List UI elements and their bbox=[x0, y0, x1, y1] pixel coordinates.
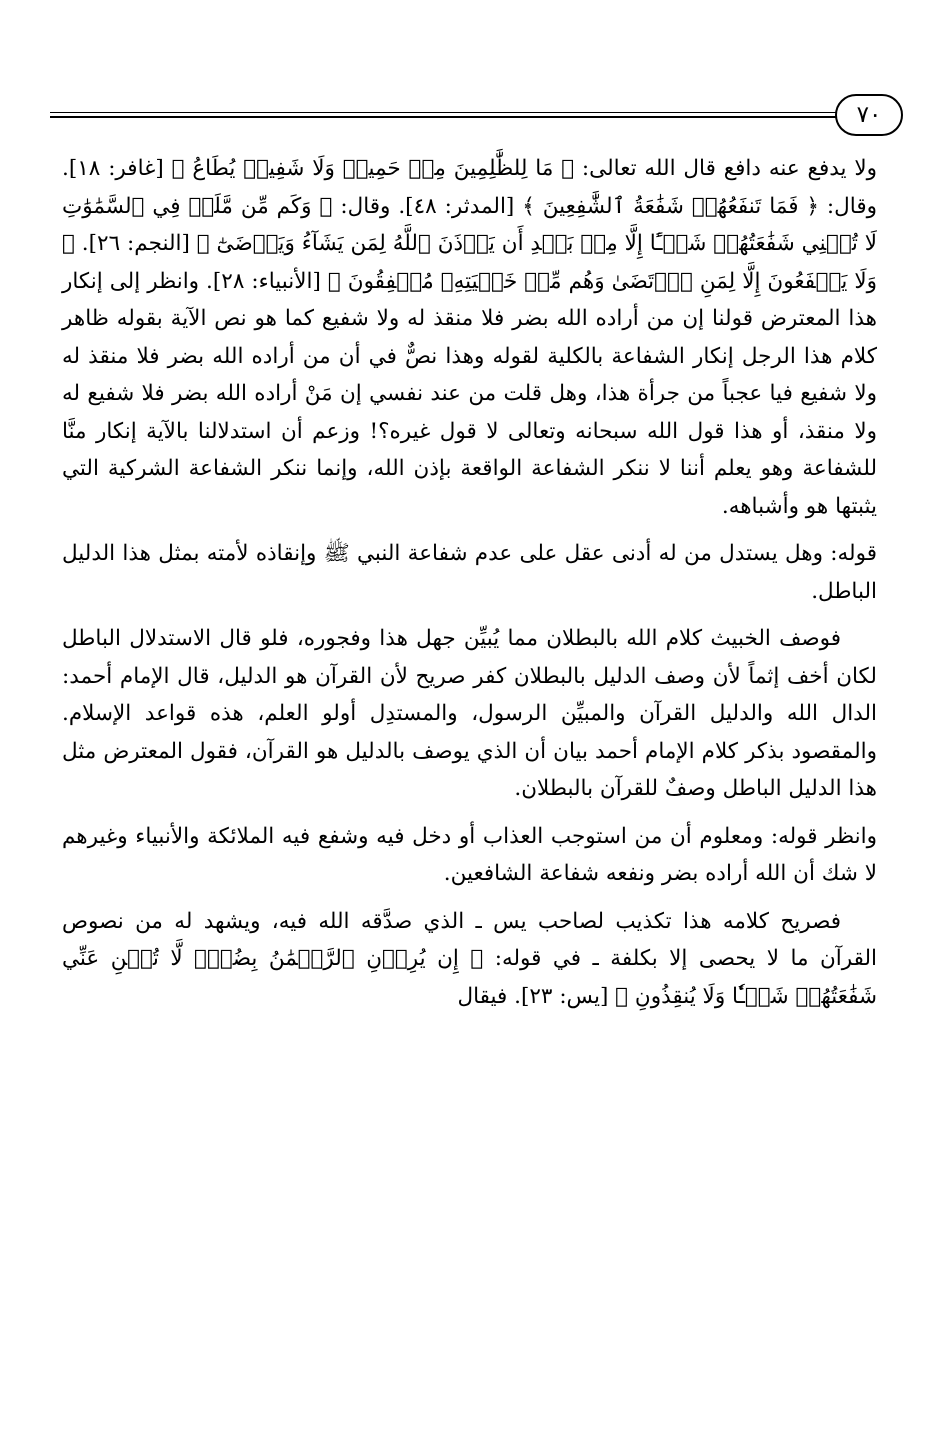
paragraph-5: فصريح كلامه هذا تكذيب لصاحب يس ـ الذي صدَّقه الله فيه، ويشهد له من نصوص القرآن ما لا يحصى إلا بكلفة ـ في قوله: ﴿ إِن يُرِدۡنِ ٱلرَّحۡمَٰنُ بِضُرّٖ لَّا تُغۡنِ عَنِّي شَفَٰعَتُهُمۡ شَيۡـٔٗا وَلَا يُنقِذُونِ ﴾ [يس: ٢٣]. فيقال bbox=[62, 908, 877, 1009]
paragraph-3: فوصف الخبيث كلام الله بالبطلان مما يُبيِّن جهل هذا وفجوره، فلو قال الاستدلال الباطل لكان أخف إثماً لأن وصف الدليل بالبطلان كفر صريح لأن القرآن هو الدليل، قال الإمام أحمد: الدال الله والدليل القرآن والمبيِّن الرسول، والمستدِل أولو العلم، هذه قواعد الإسلام. والمقصود بذكر كلام الإمام أحمد بيان أن الذي يوصف بالدليل هو القرآن، فقول المعترض مثل هذا الدليل الباطل وصفٌ للقرآن بالبطلان. bbox=[62, 626, 877, 801]
page-number: ٧٠ bbox=[835, 94, 903, 136]
page-body bbox=[62, 150, 877, 1025]
paragraph-2: قوله: وهل يستدل من له أدنى عقل على عدم شفاعة النبي ﷺ وإنقاذه لأمته بمثل هذا الدليل الباطل. bbox=[62, 541, 877, 604]
header-rule-thin bbox=[50, 112, 840, 113]
header-rule-thick bbox=[50, 116, 840, 118]
paragraph-4: وانظر قوله: ومعلوم أن من استوجب العذاب أو دخل فيه وشفع فيه الملائكة والأنبياء وغيرهم لا شك أن الله أراده بضر ونفعه شفاعة الشافعين. bbox=[62, 823, 877, 886]
paragraph-1: ولا يدفع عنه دافع قال الله تعالى: ﴿ مَا لِلظَّٰلِمِينَ مِنۡ حَمِيمٖ وَلَا شَفِيعٖ يُطَاعُ ﴾ [غافر: ١٨]. وقال: ﴿ فَمَا تَنفَعُهُمۡ شَفَٰعَةُ ٱلشَّٰفِعِينَ ﴾ [المدثر: ٤٨]. وقال: ﴿ وَكَم مِّن مَّلَكٖ فِي ٱلسَّمَٰوَٰتِ لَا تُغۡنِي شَفَٰعَتُهُمۡ شَيۡـًٔا إِلَّا مِنۢ بَعۡدِ أَن يَأۡذَنَ ٱللَّهُ لِمَن يَشَآءُ وَيَرۡضَىٰٓ ﴾ [النجم: ٢٦]. ﴿ وَلَا يَشۡفَعُونَ إِلَّا لِمَنِ ٱرۡتَضَىٰ وَهُم مِّنۡ خَشۡيَتِهِۦ مُشۡفِقُونَ ﴾ [الأنبياء: ٢٨]. وانظر إلى إنكار هذا المعترض قولنا إن من أراده الله بضر فلا منقذ له ولا شفيع كما هو نص الآية بقوله ظاهر كلام هذا الرجل إنكار الشفاعة بالكلية لقوله وهذا نصٌّ في أن من أراده الله بضر فلا منقذ له ولا شفيع فيا عجباً من جرأة هذا، وهل قلت من عند نفسي إن مَنْ أراده الله بضر فلا شفيع له ولا منقذ، أو هذا قول الله سبحانه وتعالى لا قول غيره؟! وزعم أن استدلالنا بالآية إنكار منَّا للشفاعة وهو يعلم أننا لا ننكر الشفاعة الواقعة بإذن الله، وإنما ننكر الشفاعة الشركية التي يثبتها هو وأشباهه. bbox=[62, 156, 878, 519]
page-header bbox=[50, 92, 900, 140]
